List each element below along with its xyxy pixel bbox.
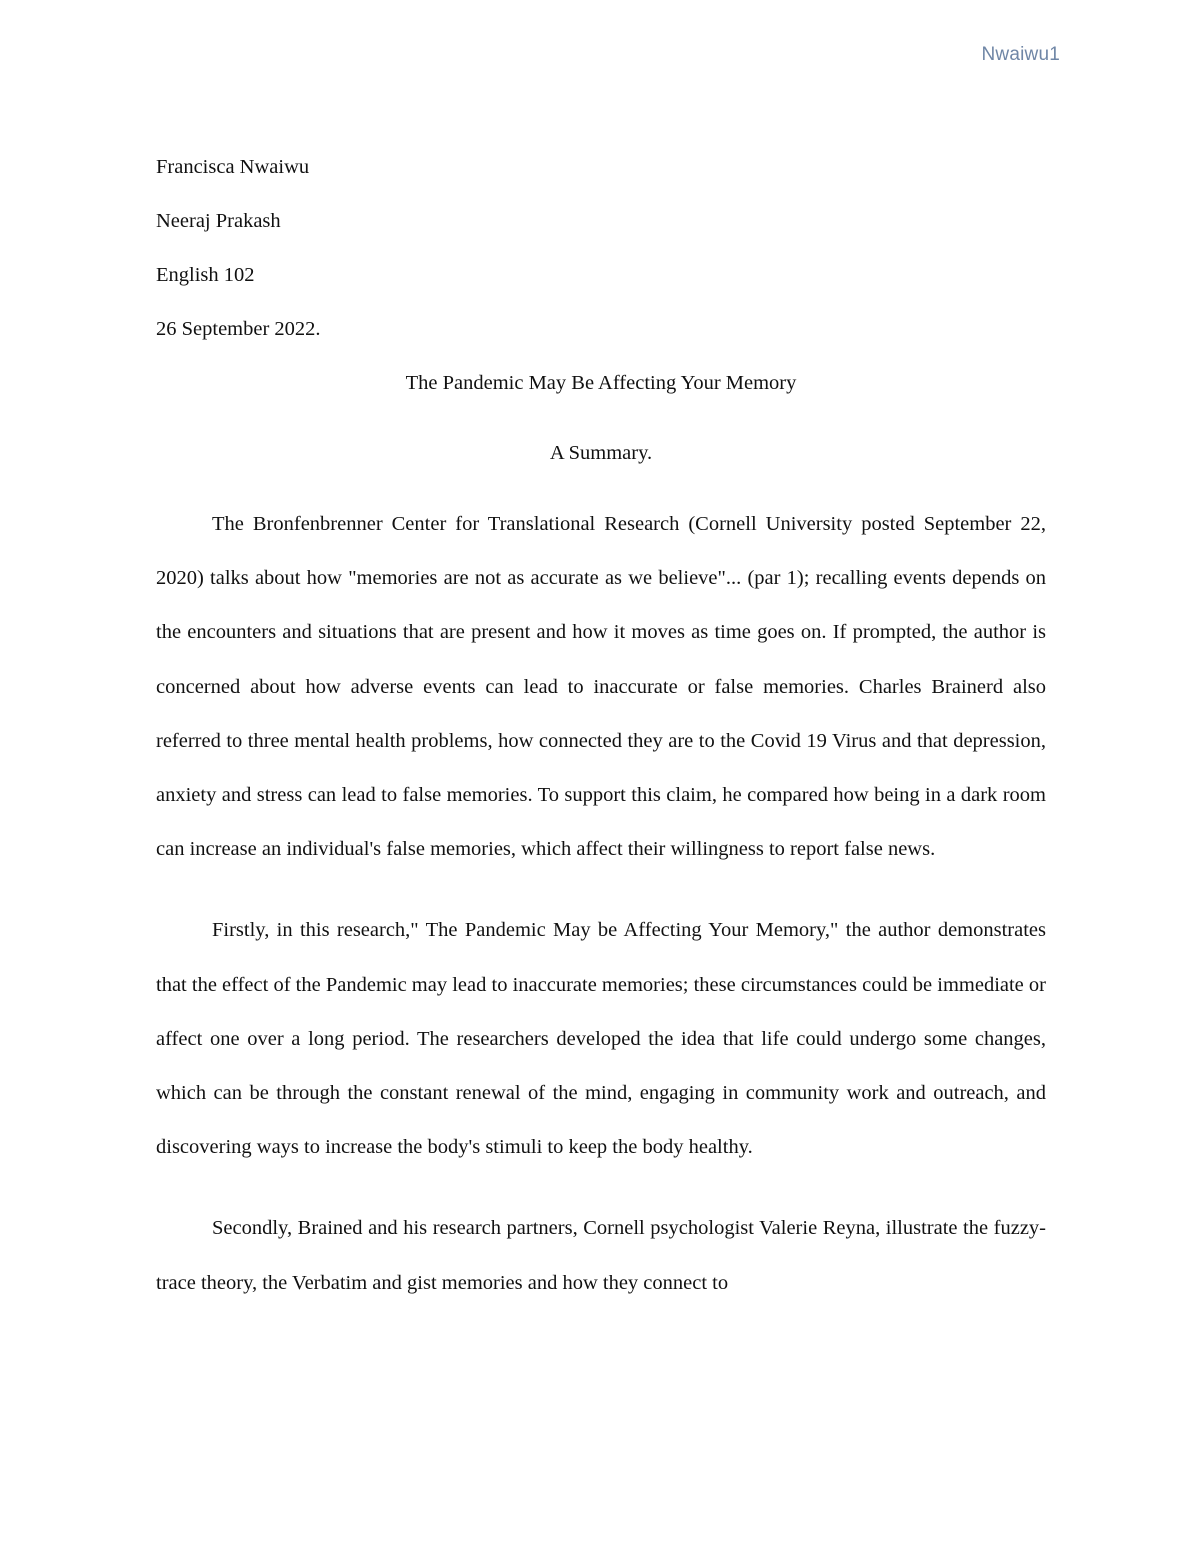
student-name: Francisca Nwaiwu xyxy=(156,156,310,178)
course-name: English 102 xyxy=(156,264,255,286)
mla-heading xyxy=(156,140,1046,480)
paragraph-3: Secondly, Brained and his research partners, Cornell psychologist Valerie Reyna, illustrate the fuzzy-trace theory, the Verbatim and gist memories and how they connect to xyxy=(156,1217,1046,1294)
body-text xyxy=(156,497,1046,1310)
running-head: Nwaiwu1 xyxy=(981,44,1060,65)
paper-subtitle: A Summary. xyxy=(549,442,653,464)
paragraph-1: The Bronfenbrenner Center for Translational Research (Cornell University posted September 22, 2020) talks about how "memories are not as accurate as we believe"... (par 1); recalling events depends on the encounters and situations that are present and how it moves as time goes on. If prompted, the author is concerned about how adverse events can lead to inaccurate or false memories. Charles Brainerd also referred to three mental health problems, how connected they are to the Covid 19 Virus and that depression, anxiety and stress can lead to false memories. To support this claim, he compared how being in a dark room can increase an individual's false memories, which affect their willingness to report false news. xyxy=(156,513,1046,861)
paragraph-2: Firstly, in this research," The Pandemic May be Affecting Your Memory," the author demonstrates that the effect of the Pandemic may lead to inaccurate memories; these circumstances could be immediate or affect one over a long period. The researchers developed the idea that life could undergo some changes, which can be through the constant renewal of the mind, engaging in community work and outreach, and discovering ways to increase the body's stimuli to keep the body healthy. xyxy=(156,919,1046,1159)
paper-title: The Pandemic May Be Affecting Your Memory xyxy=(405,372,797,394)
paper-date: 26 September 2022. xyxy=(156,318,321,340)
instructor-name: Neeraj Prakash xyxy=(156,210,281,232)
